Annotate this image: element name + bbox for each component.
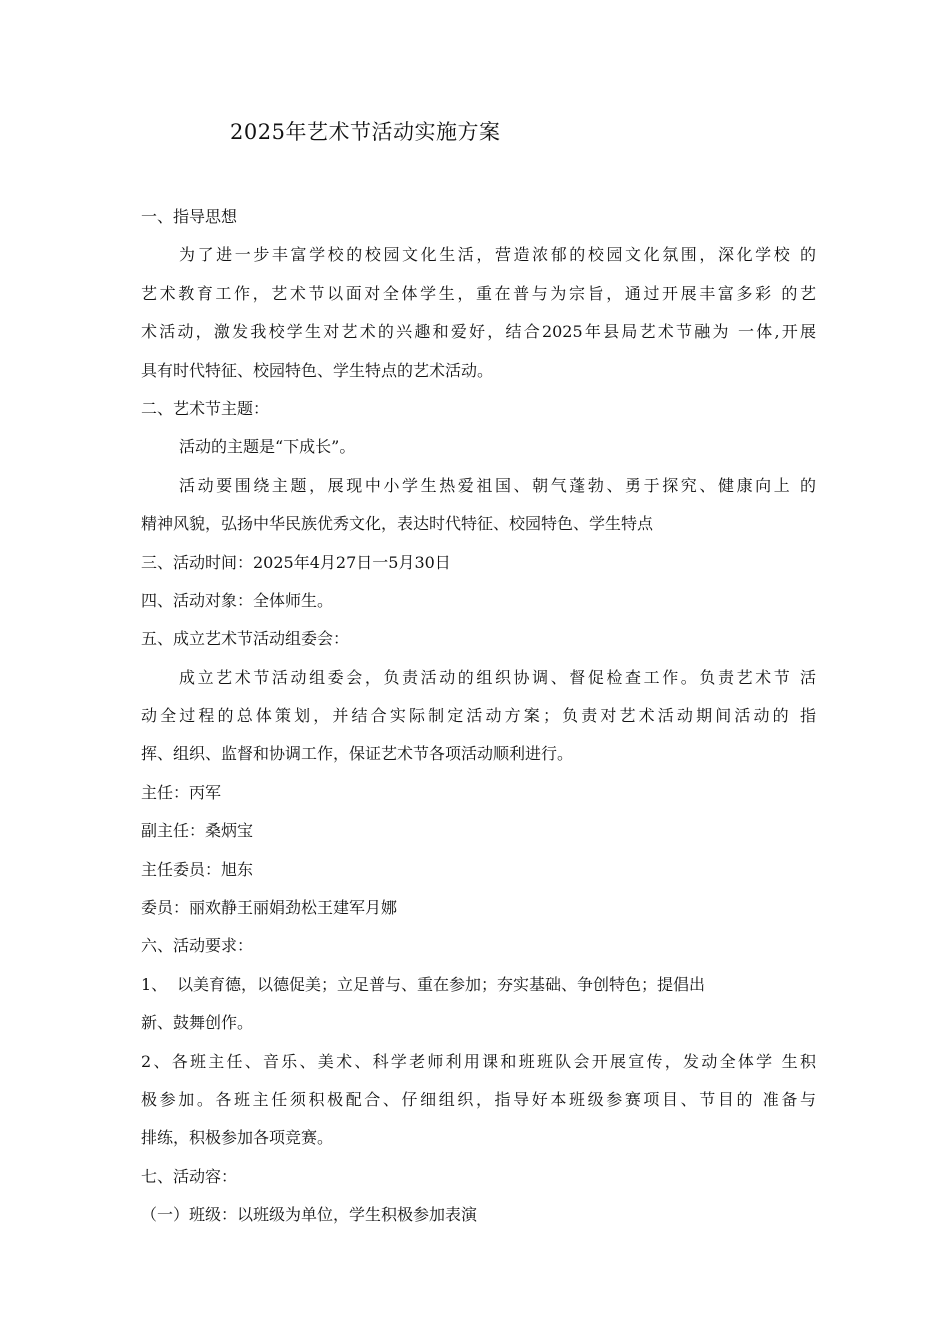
paragraph-line: 成立艺术节活动组委会，负责活动的组织协调、督促检查工作。负责艺术节 活	[179, 667, 816, 687]
paragraph-line: 动全过程的总体策划，并结合实际制定活动方案；负责对艺术活动期间活动的 指	[141, 706, 816, 726]
paragraph-line: 艺术教育工作，艺术节以面对全体学生，重在普与为宗旨，通过开展丰富多彩 的艺	[141, 283, 816, 303]
paragraph-line: 挥、组织、监督和协调工作，保证艺术节各项活动顺利进行。	[141, 744, 574, 764]
paragraph-line: 极参加。各班主任须积极配合、仔细组织，指导好本班级参赛项目、节目的 准备与	[141, 1089, 816, 1109]
committee-chair-line: 主任委员：旭东	[141, 859, 254, 879]
section-heading-requirements: 六、活动要求：	[141, 936, 254, 956]
paragraph-line: 为了进一步丰富学校的校园文化生活，营造浓郁的校园文化氛围，深化学校 的	[179, 245, 816, 265]
paragraph-line: 排练，积极参加各项竞赛。	[141, 1128, 334, 1148]
paragraph-line: 2、各班主任、音乐、美术、科学老师利用课和班班队会开展宣传，发动全体学 生积	[141, 1051, 816, 1071]
paragraph-line: 精神风貌，弘扬中华民族优秀文化，表达时代特征、校园特色、学生特点	[141, 514, 654, 534]
paragraph-line: 活动的主题是“下成长”。	[179, 437, 356, 457]
section-activity-target: 四、活动对象：全体师生。	[141, 590, 334, 610]
paragraph-line: 活动要围绕主题，展现中小学生热爱祖国、朝气蓬勃、勇于探究、健康向上 的	[179, 475, 816, 495]
activity-sub-item: （一）班级：以班级为单位，学生积极参加表演	[141, 1205, 478, 1225]
document-title: 2025年艺术节活动实施方案	[230, 120, 501, 144]
section-heading-theme: 二、艺术节主题：	[141, 398, 270, 418]
section-activity-time: 三、活动时间：2025年4月27日一5月30日	[141, 552, 451, 572]
members-line: 委员：丽欢静王丽娟劲松王建军月娜	[141, 898, 398, 918]
section-heading-guiding-thought: 一、指导思想	[141, 207, 238, 226]
item-text: 以美育德，以德促美；立足普与、重在参加；夯实基础、争创特色；提倡出	[177, 974, 706, 994]
section-heading-activities: 七、活动容：	[141, 1166, 238, 1186]
item-number: 1、	[141, 974, 168, 994]
paragraph-line: 术活动，激发我校学生对艺术的兴趣和爱好，结合2025年县局艺术节融为 一体,开展	[141, 322, 816, 342]
section-heading-committee: 五、成立艺术节活动组委会：	[141, 629, 350, 649]
document-body	[141, 198, 816, 1235]
requirement-item-1	[141, 966, 816, 1004]
paragraph-line: 新、鼓舞创作。	[141, 1013, 254, 1033]
paragraph-line: 具有时代特征、校园特色、学生特点的艺术活动。	[141, 360, 494, 380]
director-line: 主任：丙军	[141, 782, 222, 802]
deputy-director-line: 副主任：桑炳宝	[141, 821, 254, 841]
